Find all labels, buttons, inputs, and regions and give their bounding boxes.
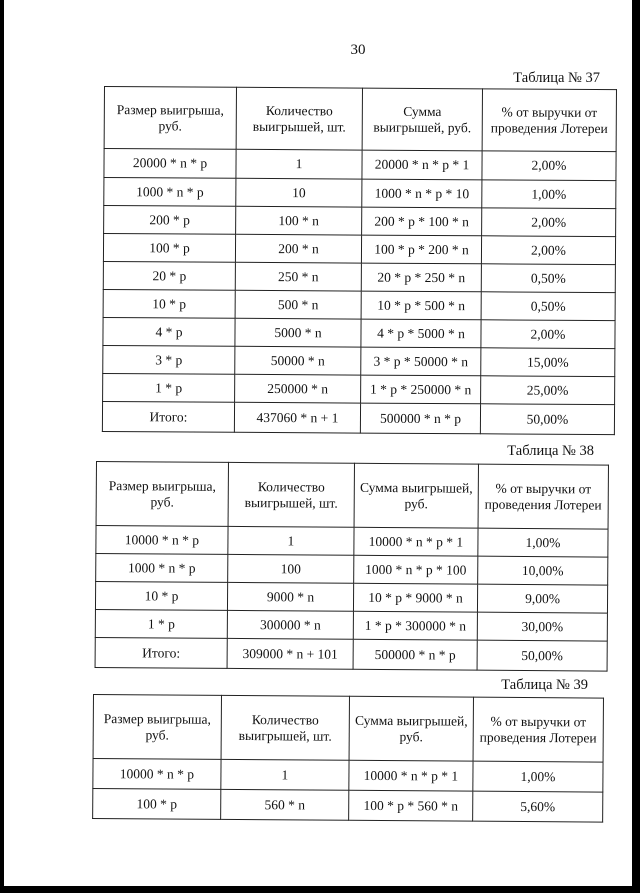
table-cell: 1000 * n * p xyxy=(96,554,228,583)
header-cell: Размер выигрыша, руб. xyxy=(104,87,236,150)
table-row xyxy=(103,234,615,265)
table-cell: 560 * n xyxy=(221,789,349,820)
table-cell: 2,00% xyxy=(482,151,616,181)
header-cell: % от выручки от проведения Лотереи xyxy=(482,89,616,152)
table-cell: 100 * p * 200 * n xyxy=(361,235,481,264)
table-cell: 1 xyxy=(236,149,362,179)
table-cell: 2,00% xyxy=(481,236,615,265)
table-cell: 25,00% xyxy=(481,376,615,405)
header-cell: Количество выигрышей, шт. xyxy=(228,462,354,527)
table-total-row xyxy=(95,637,607,671)
table-cell: 100 xyxy=(228,554,354,583)
header-cell: Количество выигрышей, шт. xyxy=(221,695,349,760)
table-row xyxy=(104,206,616,237)
table-row xyxy=(103,289,615,320)
table-cell: Итого: xyxy=(102,401,234,432)
prize-table-39 xyxy=(92,694,604,823)
table-cell: 10000 * n * p xyxy=(96,526,228,555)
table-cell: 50000 * n xyxy=(235,346,361,375)
table-row xyxy=(103,373,615,404)
table-cell: 30,00% xyxy=(477,612,607,641)
table-cell: 200 * p * 100 * n xyxy=(362,207,482,236)
table-cell: 1 * p * 300000 * n xyxy=(353,611,477,640)
table-cell: 10 * p xyxy=(103,289,235,318)
table-cell: 9000 * n xyxy=(227,582,353,611)
header-cell: % от выручки от проведения Лотереи xyxy=(478,464,608,529)
table-cell: 10,00% xyxy=(478,556,608,585)
table-cell: 3 * p * 50000 * n xyxy=(361,347,481,376)
table-cell: 1,00% xyxy=(478,528,608,557)
table-row xyxy=(104,178,616,209)
prize-table-38 xyxy=(95,461,609,672)
table-cell: 300000 * n xyxy=(227,610,353,639)
header-cell: Размер выигрыша, руб. xyxy=(93,695,221,760)
header-cell: Сумма выигрышей, руб. xyxy=(362,88,482,151)
table-cell: 100 * p xyxy=(93,789,221,820)
table-cell: 200 * n xyxy=(235,234,361,263)
table-cell: 10000 * n * p xyxy=(93,759,221,790)
table-cell: 10 * p * 500 * n xyxy=(361,291,481,320)
table-cell: 10 * p xyxy=(95,582,227,611)
table-cell: 10 xyxy=(236,178,362,207)
table-cell: 4 * p * 5000 * n xyxy=(361,319,481,348)
header-cell: Сумма выигрышей, руб. xyxy=(354,463,478,528)
table-cell: 10 * p * 9000 * n xyxy=(353,583,477,612)
table-row xyxy=(95,609,607,641)
table-row xyxy=(93,789,603,823)
header-cell: % от выручки от проведения Лотереи xyxy=(473,697,603,762)
table-cell: 100 * n xyxy=(236,206,362,235)
table-row xyxy=(104,149,616,181)
table-total-row xyxy=(102,401,614,434)
table-cell: 20 * p * 250 * n xyxy=(361,263,481,292)
table-row xyxy=(95,582,607,614)
table-cell: 100 * p * 560 * n xyxy=(349,790,473,821)
table-caption-39: Таблица № 39 xyxy=(501,677,588,693)
table-cell: 3 * p xyxy=(103,345,235,374)
table-cell: 20 * p xyxy=(103,261,235,290)
page-number: 30 xyxy=(350,42,366,58)
table-cell: 250000 * n xyxy=(235,374,361,403)
table-cell: 2,00% xyxy=(481,320,615,349)
table-cell: 500 * n xyxy=(235,290,361,319)
table-row xyxy=(93,759,603,793)
table-cell: 50,00% xyxy=(477,640,607,671)
table-row xyxy=(103,261,615,292)
table-cell: Итого: xyxy=(95,637,227,668)
table-cell: 15,00% xyxy=(481,348,615,377)
table-cell: 1 * p xyxy=(103,373,235,402)
table-cell: 1 * p xyxy=(95,609,227,638)
table-header-row xyxy=(93,695,603,763)
table-cell: 1000 * n * p * 100 xyxy=(354,555,478,584)
table-cell: 0,50% xyxy=(481,264,615,293)
table-cell: 1,00% xyxy=(473,761,603,792)
table-row xyxy=(96,554,608,586)
table-cell: 200 * p xyxy=(104,206,236,235)
table-cell: 50,00% xyxy=(480,404,614,435)
table-header-row xyxy=(96,462,608,530)
table-cell: 1000 * n * p * 10 xyxy=(362,179,482,208)
prize-table-37 xyxy=(102,86,617,435)
table-cell: 1 xyxy=(228,526,354,555)
table-cell: 1 xyxy=(221,759,349,790)
table-cell: 4 * p xyxy=(103,317,235,346)
table-cell: 10000 * n * p * 1 xyxy=(349,760,473,791)
table-cell: 5000 * n xyxy=(235,318,361,347)
table-cell: 500000 * n * p xyxy=(360,403,480,434)
table-cell: 500000 * n * p xyxy=(353,639,477,670)
table-header-row xyxy=(104,87,616,152)
table-cell: 2,00% xyxy=(482,208,616,237)
table-row xyxy=(96,526,608,558)
table-cell: 1,00% xyxy=(482,180,616,209)
table-cell: 20000 * n * p xyxy=(104,149,236,179)
document-page xyxy=(4,0,632,886)
table-cell: 100 * p xyxy=(103,234,235,263)
table-row xyxy=(103,317,615,348)
table-cell: 1000 * n * p xyxy=(104,178,236,207)
table-cell: 309000 * n + 101 xyxy=(227,638,353,669)
table-caption-38: Таблица № 38 xyxy=(507,443,594,459)
header-cell: Количество выигрышей, шт. xyxy=(236,87,362,150)
table-row xyxy=(103,345,615,376)
table-cell: 10000 * n * p * 1 xyxy=(354,527,478,556)
table-cell: 5,60% xyxy=(473,791,603,822)
table-caption-37: Таблица № 37 xyxy=(513,70,600,86)
table-cell: 20000 * n * p * 1 xyxy=(362,150,482,180)
table-cell: 1 * p * 250000 * n xyxy=(361,375,481,404)
table-cell: 250 * n xyxy=(235,262,361,291)
table-cell: 9,00% xyxy=(477,584,607,613)
table-cell: 437060 * n + 1 xyxy=(234,402,360,433)
header-cell: Размер выигрыша, руб. xyxy=(96,462,228,527)
header-cell: Сумма выигрышей, руб. xyxy=(349,696,473,761)
table-cell: 0,50% xyxy=(481,292,615,321)
